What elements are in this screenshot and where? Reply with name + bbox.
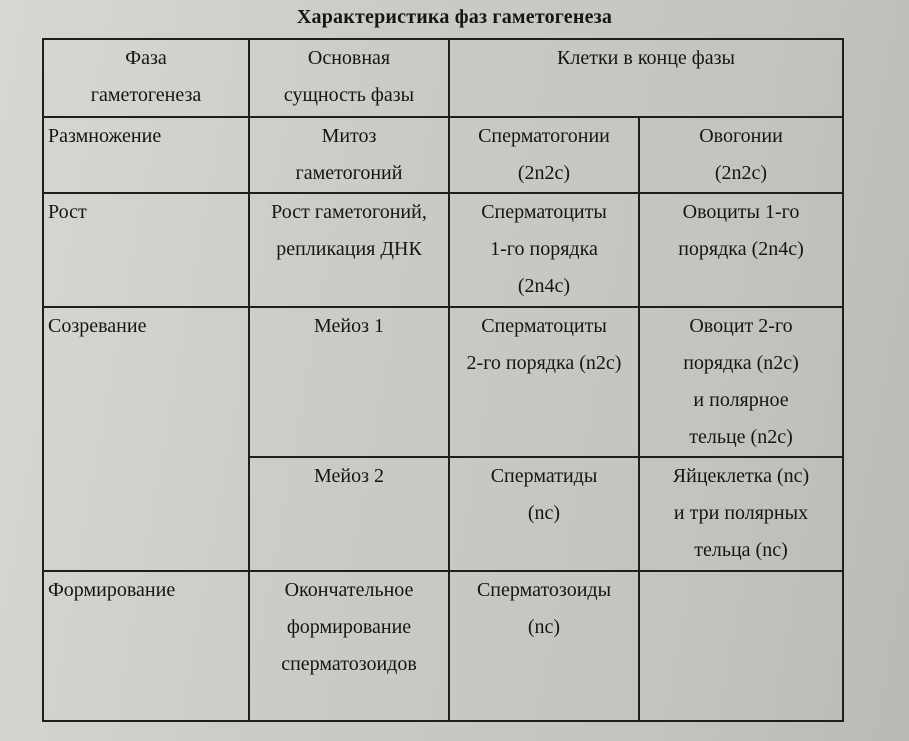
male-cells-cell: Сперматоциты 1-го порядка (2n4c) xyxy=(449,193,639,307)
header-cells: Клетки в конце фазы xyxy=(449,39,843,117)
gametogenesis-table xyxy=(42,38,844,722)
essence-cell: Мейоз 1 xyxy=(249,307,449,457)
essence-cell: Мейоз 2 xyxy=(249,457,449,571)
phase-cell: Размножение xyxy=(43,117,249,193)
male-cells-cell: Сперматогонии (2n2c) xyxy=(449,117,639,193)
header-essence: Основная сущность фазы xyxy=(249,39,449,117)
male-cells-cell: Сперматозоиды (nc) xyxy=(449,571,639,721)
table-row xyxy=(43,193,843,307)
female-cells-cell: Овоцит 2-го порядка (n2c) и полярное тельце (n2c) xyxy=(639,307,843,457)
male-cells-cell: Сперматоциты 2-го порядка (n2c) xyxy=(449,307,639,457)
table-row xyxy=(43,571,843,721)
header-phase: Фаза гаметогенеза xyxy=(43,39,249,117)
female-cells-cell xyxy=(639,571,843,721)
table-title: Характеристика фаз гаметогенеза xyxy=(296,6,613,28)
phase-cell: Формирование xyxy=(43,571,249,721)
female-cells-cell: Яйцеклетка (nc) и три полярных тельца (nc) xyxy=(639,457,843,571)
table-header-row xyxy=(43,39,843,117)
table-row xyxy=(43,117,843,193)
essence-cell: Рост гаметогоний, репликация ДНК xyxy=(249,193,449,307)
essence-cell: Митоз гаметогоний xyxy=(249,117,449,193)
female-cells-cell: Овогонии (2n2c) xyxy=(639,117,843,193)
male-cells-cell: Сперматиды (nc) xyxy=(449,457,639,571)
essence-cell: Окончательное формирование сперматозоидов xyxy=(249,571,449,721)
phase-cell: Рост xyxy=(43,193,249,307)
table-row xyxy=(43,307,843,457)
phase-cell: Созревание xyxy=(43,307,249,571)
female-cells-cell: Овоциты 1-го порядка (2n4c) xyxy=(639,193,843,307)
